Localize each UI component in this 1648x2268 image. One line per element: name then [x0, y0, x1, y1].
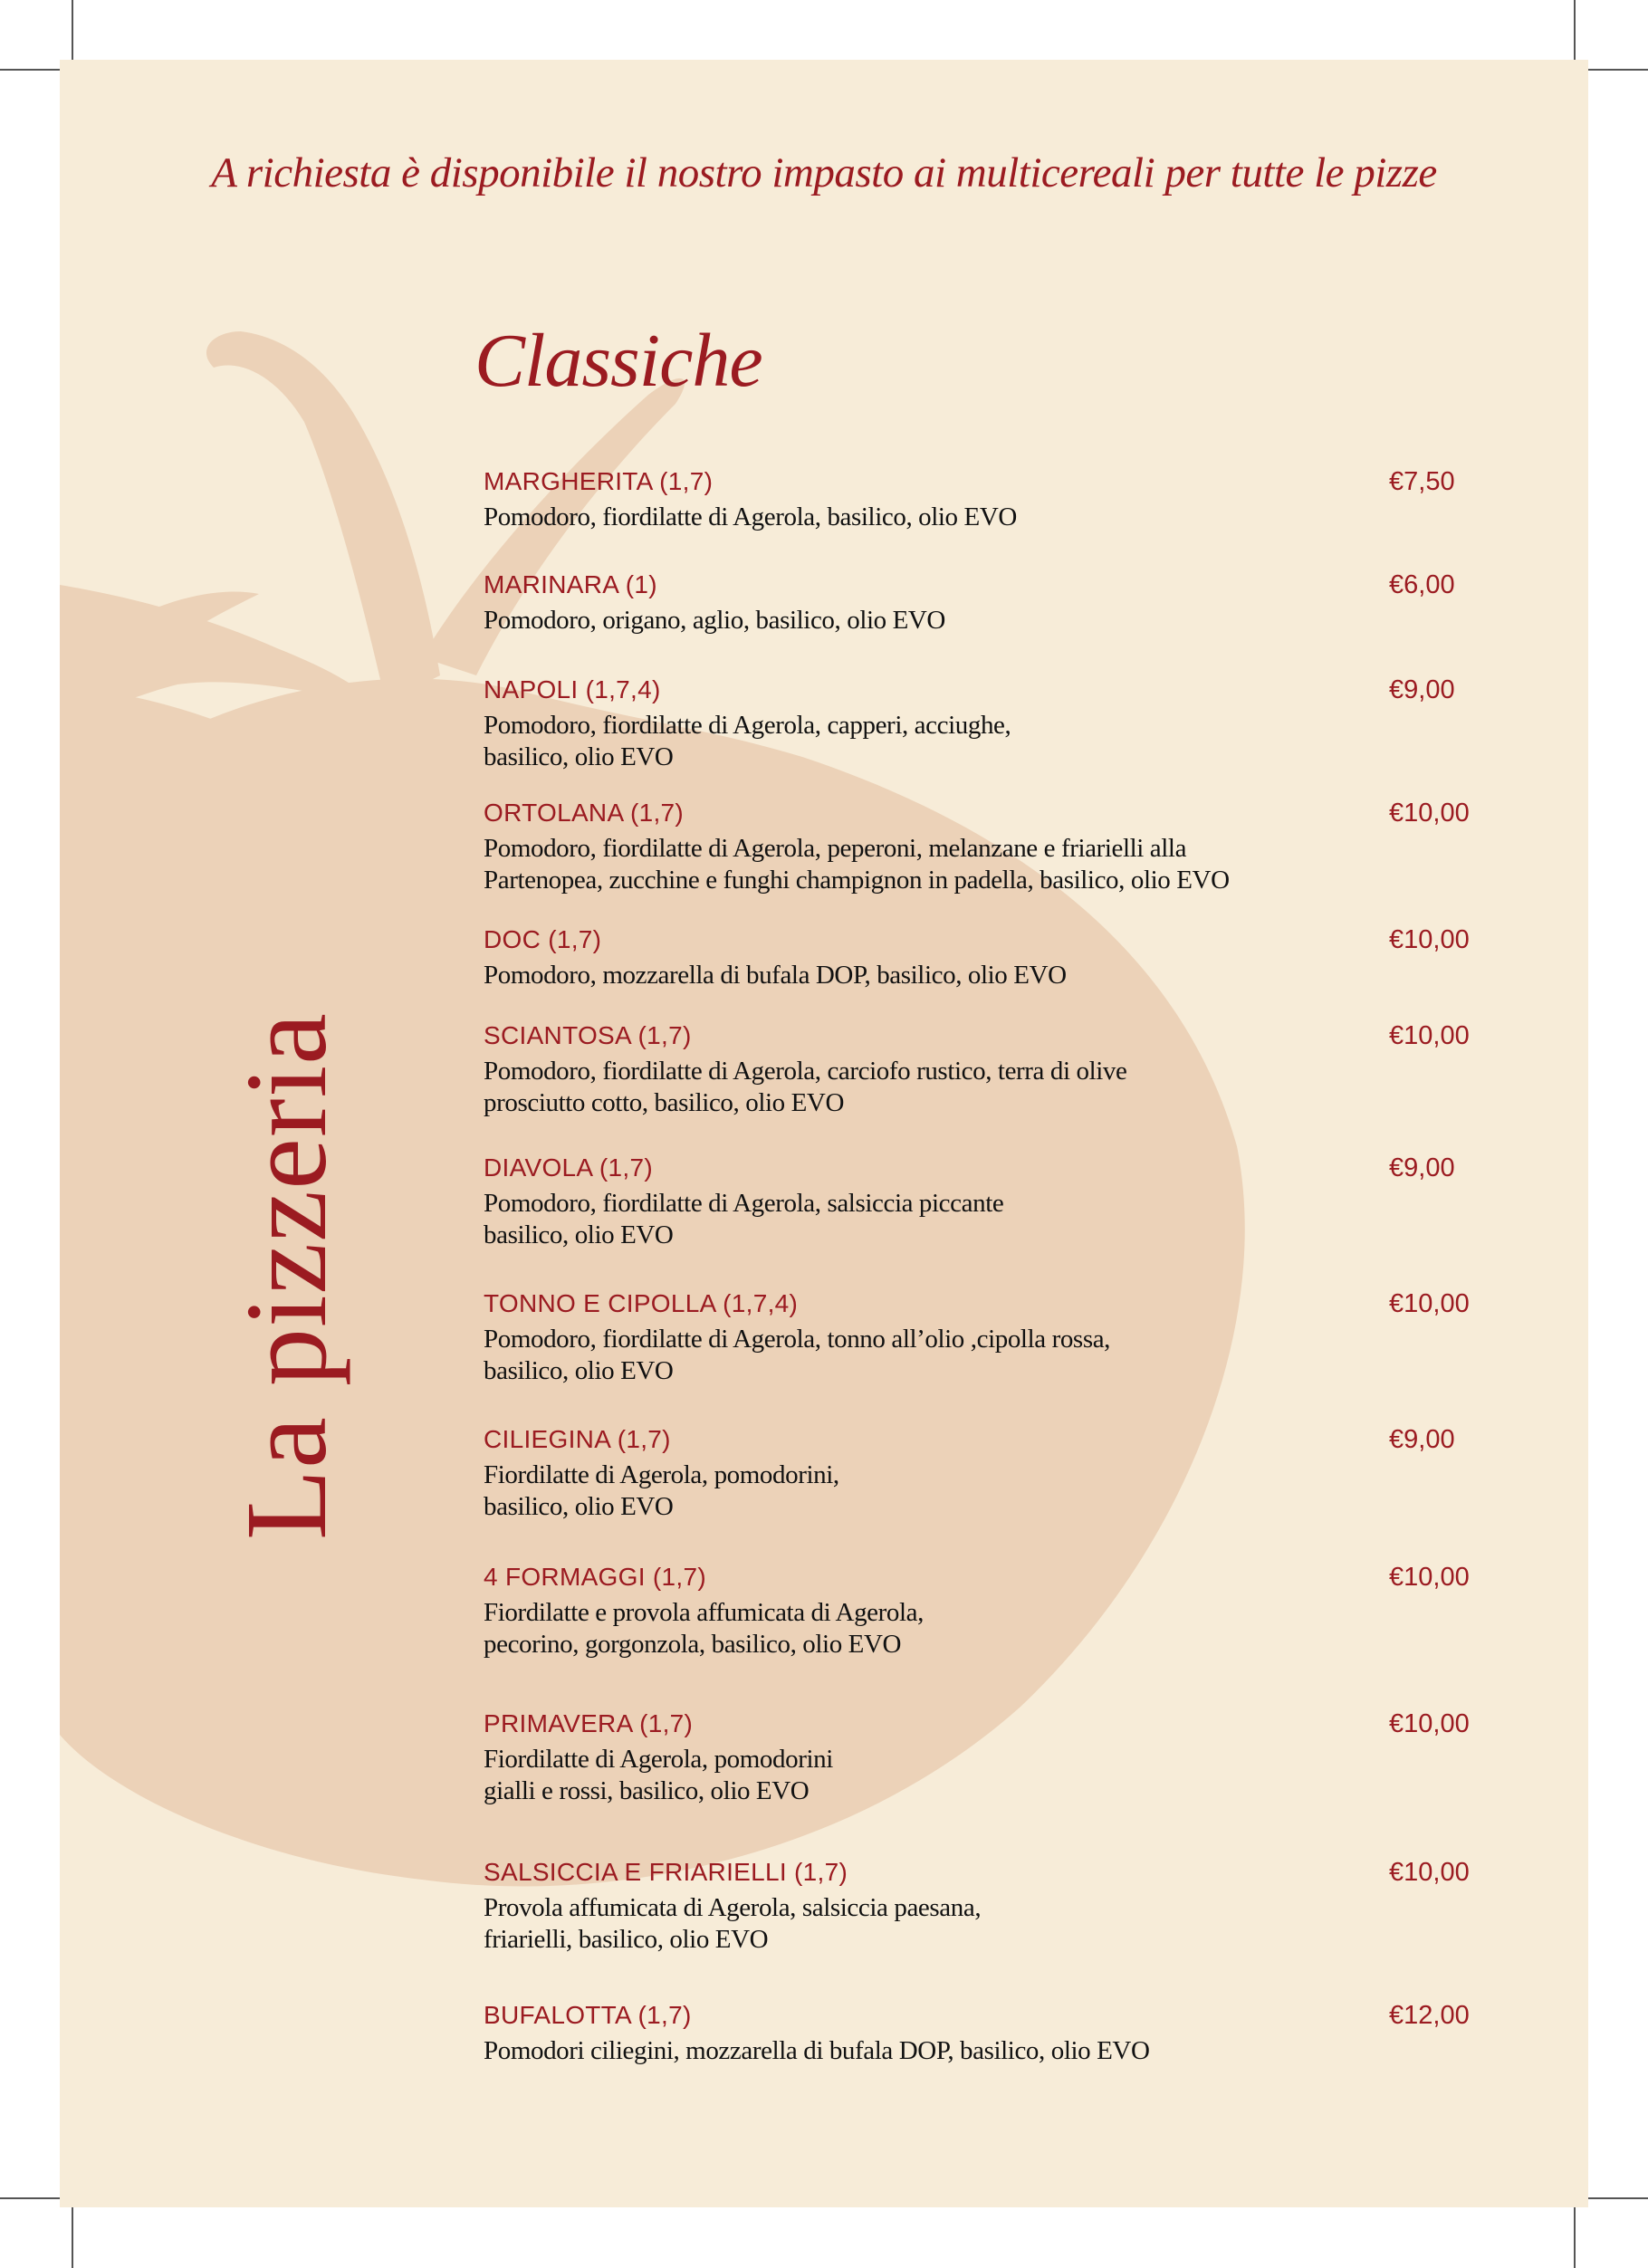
item-name: MARINARA (1): [484, 570, 657, 598]
menu-item: [484, 465, 1552, 533]
item-description-line: Pomodoro, mozzarella di bufala DOP, basilico, olio EVO: [484, 961, 1067, 990]
item-name: MARGHERITA (1,7): [484, 467, 714, 495]
item-description-line: Partenopea, zucchine e funghi champignon in padella, basilico, olio EVO: [484, 866, 1230, 895]
item-description: [484, 605, 1298, 636]
item-description: [484, 1597, 1298, 1660]
menu-page: [60, 60, 1588, 2207]
item-description-line: Pomodoro, origano, aglio, basilico, olio EVO: [484, 606, 945, 635]
menu-item: [484, 1152, 1552, 1251]
item-description-line: Pomodoro, fiordilatte di Agerola, peperoni, melanzane e friarielli alla: [484, 834, 1187, 863]
item-description: [484, 1744, 1298, 1807]
menu-item: [484, 1019, 1552, 1119]
item-description: [484, 710, 1298, 773]
item-name: DOC (1,7): [484, 925, 602, 953]
menu-item: [484, 1561, 1552, 1660]
item-description-line: Pomodori ciliegini, mozzarella di bufala DOP, basilico, olio EVO: [484, 2036, 1150, 2065]
item-description-line: pecorino, gorgonzola, basilico, olio EVO: [484, 1630, 902, 1659]
menu-item: [484, 569, 1552, 636]
item-price: €6,00: [1389, 570, 1455, 599]
item-description: [484, 502, 1298, 533]
item-description-line: basilico, olio EVO: [484, 1492, 674, 1521]
item-description-line: gialli e rossi, basilico, olio EVO: [484, 1776, 810, 1805]
menu-item: [484, 1287, 1552, 1387]
menu-item: [484, 674, 1552, 773]
item-description: [484, 1188, 1298, 1251]
item-price: €10,00: [1389, 1563, 1470, 1592]
item-price: €9,00: [1389, 1153, 1455, 1182]
item-price: €10,00: [1389, 1289, 1470, 1318]
item-description-line: Provola affumicata di Agerola, salsiccia paesana,: [484, 1893, 982, 1922]
menu-item: [484, 1856, 1552, 1956]
item-description-line: Pomodoro, fiordilatte di Agerola, salsiccia piccante: [484, 1189, 1004, 1218]
item-description-line: Pomodoro, fiordilatte di Agerola, capperi, acciughe,: [484, 711, 1011, 740]
item-price: €7,50: [1389, 467, 1455, 496]
item-price: €10,00: [1389, 1021, 1470, 1050]
item-price: €12,00: [1389, 2001, 1470, 2030]
item-description: [484, 1324, 1298, 1387]
item-price: €10,00: [1389, 925, 1470, 954]
item-name: BUFALOTTA (1,7): [484, 2001, 692, 2029]
multigrain-note: A richiesta è disponibile il nostro impasto ai multicereali per tutte le pizze: [211, 149, 1437, 196]
item-description-line: Fiordilatte e provola affumicata di Agerola,: [484, 1598, 924, 1627]
item-name: SCIANTOSA (1,7): [484, 1021, 692, 1049]
item-name: ORTOLANA (1,7): [484, 799, 685, 827]
section-title: Classiche: [474, 319, 762, 403]
item-description: [484, 2035, 1298, 2067]
item-price: €10,00: [1389, 1858, 1470, 1887]
item-description: [484, 960, 1298, 991]
item-price: €9,00: [1389, 675, 1455, 704]
item-description: [484, 833, 1298, 896]
item-description-line: friarielli, basilico, olio EVO: [484, 1925, 769, 1954]
item-name: NAPOLI (1,7,4): [484, 675, 661, 703]
item-description-line: Pomodoro, fiordilatte di Agerola, tonno all’olio ,cipolla rossa,: [484, 1325, 1111, 1354]
item-name: SALSICCIA E FRIARIELLI (1,7): [484, 1858, 848, 1886]
item-name: 4 FORMAGGI (1,7): [484, 1563, 706, 1591]
item-name: TONNO E CIPOLLA (1,7,4): [484, 1289, 799, 1317]
item-description: [484, 1459, 1298, 1523]
side-title: La pizzeria: [222, 1012, 350, 1540]
item-name: PRIMAVERA (1,7): [484, 1709, 694, 1737]
item-description-line: basilico, olio EVO: [484, 1356, 674, 1385]
menu-item: [484, 1423, 1552, 1523]
item-price: €9,00: [1389, 1425, 1455, 1454]
menu-item: [484, 797, 1552, 896]
item-description-line: Pomodoro, fiordilatte di Agerola, basilico, olio EVO: [484, 502, 1017, 531]
item-description-line: Fiordilatte di Agerola, pomodorini,: [484, 1460, 839, 1489]
menu-item: [484, 923, 1552, 991]
item-description-line: basilico, olio EVO: [484, 742, 674, 771]
item-description-line: prosciutto cotto, basilico, olio EVO: [484, 1088, 844, 1117]
item-description-line: Fiordilatte di Agerola, pomodorini: [484, 1745, 833, 1774]
menu-item: [484, 1999, 1552, 2067]
item-description: [484, 1892, 1298, 1956]
crop-mark: [1574, 2197, 1576, 2268]
item-description-line: basilico, olio EVO: [484, 1220, 674, 1249]
menu-item: [484, 1708, 1552, 1807]
item-price: €10,00: [1389, 1709, 1470, 1738]
item-price: €10,00: [1389, 799, 1470, 828]
item-description: [484, 1056, 1298, 1119]
crop-mark: [72, 2197, 73, 2268]
item-name: CILIEGINA (1,7): [484, 1425, 671, 1453]
item-description-line: Pomodoro, fiordilatte di Agerola, carciofo rustico, terra di olive: [484, 1057, 1127, 1086]
item-name: DIAVOLA (1,7): [484, 1153, 654, 1182]
